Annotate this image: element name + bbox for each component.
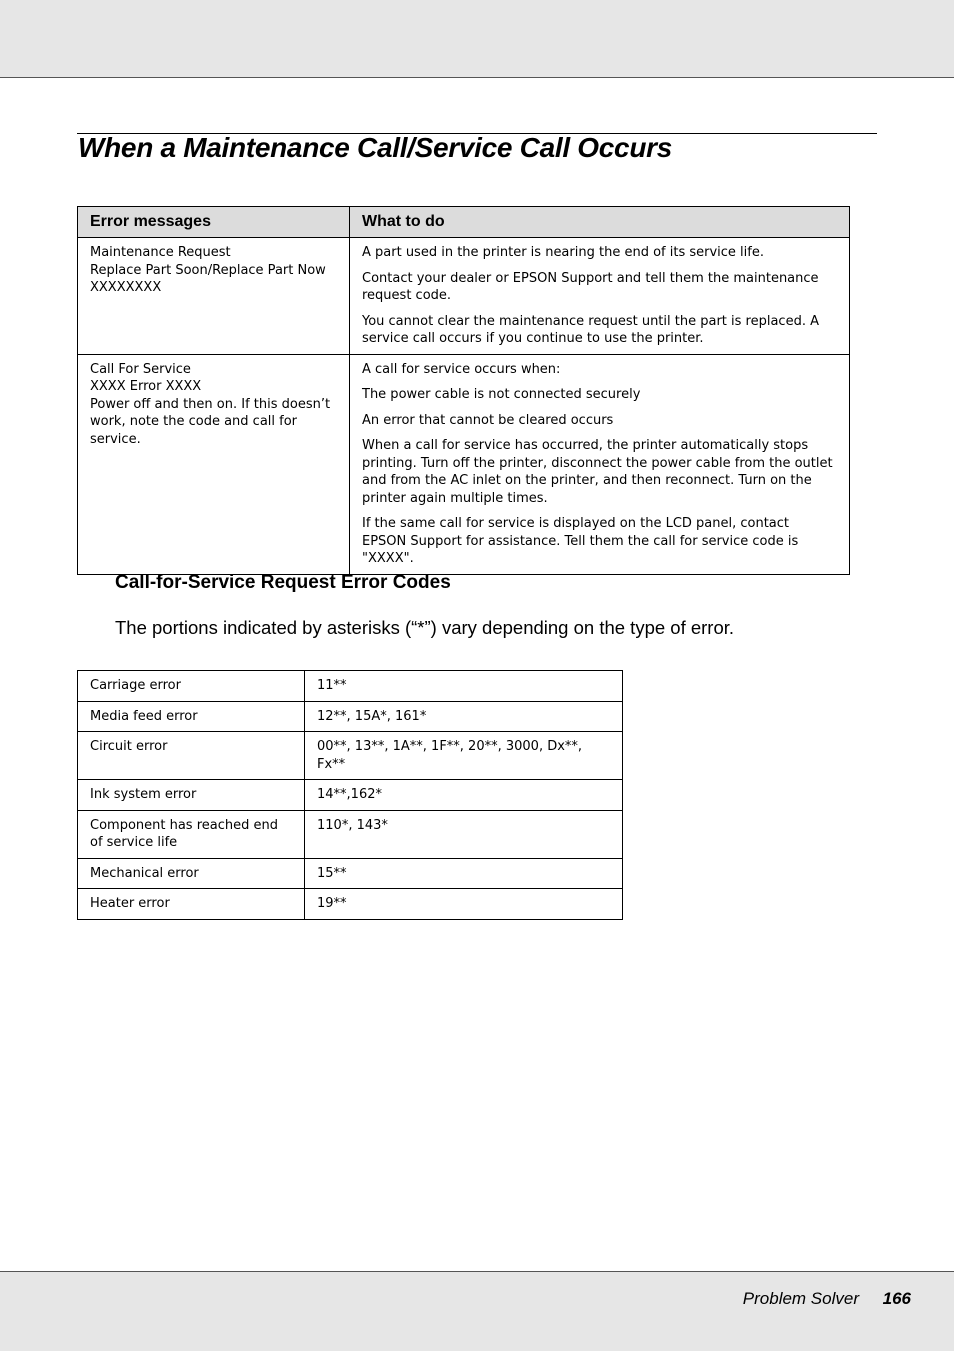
footer-section-name: Problem Solver — [742, 1289, 859, 1308]
error-code-cell: 14**,162* — [305, 780, 623, 811]
error-message-line: Call For Service — [90, 361, 191, 377]
page-header-band — [0, 0, 954, 78]
error-message-line: Power off and then on. If this doesn’t work, note the code and call for service. — [90, 396, 331, 447]
error-type-cell: Media feed error — [78, 701, 305, 732]
error-code-cell: 11** — [305, 671, 623, 702]
error-message-line: XXXXXXXX — [90, 280, 162, 295]
error-message-cell — [78, 238, 350, 355]
section-heading: Call-for-Service Request Error Codes — [115, 572, 451, 593]
error-code-cell: 19** — [305, 889, 623, 920]
table-header-row — [78, 207, 850, 238]
table-row — [78, 238, 850, 355]
error-message-line: Maintenance Request — [90, 245, 231, 260]
section-intro: The portions indicated by asterisks (“*”) vary depending on the type of error. — [115, 617, 735, 638]
action-text: If the same call for service is displayed on the LCD panel, contact EPSON Support for assistance. Tell them the call for service code is "XXXX". — [362, 516, 799, 566]
table-row — [78, 671, 623, 702]
error-type-cell: Carriage error — [78, 671, 305, 702]
error-type-cell: Mechanical error — [78, 858, 305, 889]
error-type-cell: Component has reached end of service life — [78, 810, 305, 858]
what-to-do-cell — [350, 354, 850, 574]
action-text: A part used in the printer is nearing the end of its service life. — [362, 245, 764, 260]
what-to-do-cell — [350, 238, 850, 355]
footer-page-number: 166 — [882, 1289, 911, 1308]
error-type-cell: Circuit error — [78, 732, 305, 780]
error-code-cell: 110*, 143* — [305, 810, 623, 858]
action-text: An error that cannot be cleared occurs — [362, 412, 614, 428]
page-footer-band — [0, 1271, 954, 1351]
error-message-line: XXXX Error XXXX — [90, 379, 202, 394]
table-row — [78, 780, 623, 811]
action-text: Contact your dealer or EPSON Support and tell them the maintenance request code. — [362, 270, 819, 303]
error-type-cell: Heater error — [78, 889, 305, 920]
table-row — [78, 701, 623, 732]
error-message-cell — [78, 354, 350, 574]
error-message-line: Replace Part Soon/Replace Part Now — [90, 262, 326, 278]
page-title: When a Maintenance Call/Service Call Occurs — [78, 132, 672, 163]
column-header-error-messages: Error messages — [78, 207, 350, 238]
action-text: When a call for service has occurred, the printer automatically stops printing. Turn off the printer, disconnect the power cable from the outlet and from the AC inlet on the printer, and then reconnect. Turn on the printer again multiple times. — [362, 438, 833, 506]
table-row — [78, 732, 623, 780]
action-text: You cannot clear the maintenance request until the part is replaced. A service call occurs if you continue to use the printer. — [362, 313, 819, 346]
table-row — [78, 354, 850, 574]
action-text: A call for service occurs when: — [362, 361, 561, 377]
table-row — [78, 858, 623, 889]
error-code-cell: 00**, 13**, 1A**, 1F**, 20**, 3000, Dx**, Fx** — [305, 732, 623, 780]
error-messages-table — [77, 206, 850, 575]
error-codes-table — [77, 670, 623, 920]
table-row — [78, 810, 623, 858]
table-row — [78, 889, 623, 920]
error-code-cell: 12**, 15A*, 161* — [305, 701, 623, 732]
column-header-what-to-do: What to do — [350, 207, 850, 238]
action-text: The power cable is not connected securely — [362, 387, 641, 402]
error-type-cell: Ink system error — [78, 780, 305, 811]
error-code-cell: 15** — [305, 858, 623, 889]
